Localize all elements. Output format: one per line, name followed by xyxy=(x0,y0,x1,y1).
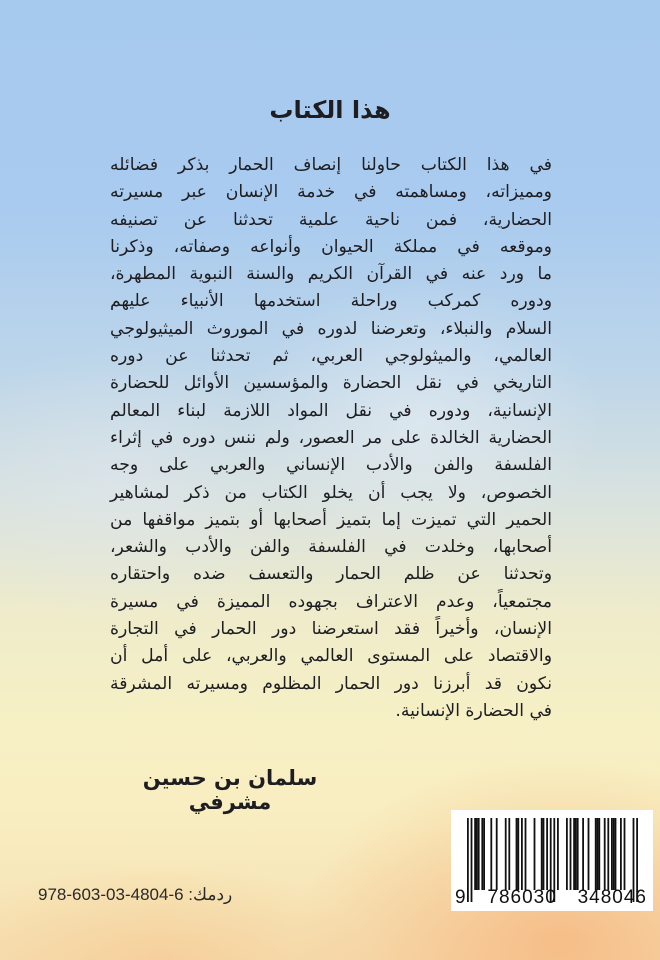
isbn-label: ردمك: xyxy=(188,885,233,904)
barcode-bar xyxy=(490,818,492,890)
barcode-bar xyxy=(541,818,543,890)
barcode-digits xyxy=(455,887,647,909)
description-line: في هذا الكتاب حاولنا إنصاف الحمار بذكر فضائله xyxy=(110,155,552,175)
barcode-bar xyxy=(615,818,617,890)
barcode-bar xyxy=(597,818,599,890)
isbn-number: 978-603-03-4804-6 xyxy=(38,885,184,904)
barcode-bar xyxy=(607,818,609,890)
barcode-bar xyxy=(613,818,615,890)
barcode-digit-group: 348046 xyxy=(577,887,647,908)
barcode-bar xyxy=(478,818,480,890)
book-description xyxy=(110,152,552,725)
barcode-bar xyxy=(611,818,613,890)
description-line: ودوره كمركب وراحلة استخدمها الأنبياء عليهم xyxy=(110,291,552,312)
description-line: الإنسان، وأخيراً فقد استعرضنا دور الحمار في التجارة xyxy=(110,619,552,640)
barcode-bar xyxy=(474,818,476,890)
barcode-bar xyxy=(582,818,584,890)
barcode-bar xyxy=(546,818,548,890)
description-line: ومميزاته، ومساهمته في خدمة الإنسان عبر مسيرته xyxy=(110,182,552,203)
description-line: الحضارية الخالدة على مر العصور، ولم ننس دوره في إثراء xyxy=(110,427,552,448)
description-line: الحمير التي تميزت إما بتميز أصحابها أو بتميز مواقفها من xyxy=(110,509,552,530)
description-line: التاريخي في نقل الحضارة والمؤسسين الأوائل للحضارة xyxy=(110,373,552,394)
barcode-bar xyxy=(624,818,626,890)
barcode-digit-group: 786030 xyxy=(487,887,557,908)
barcode-bar xyxy=(483,818,485,890)
barcode-bar xyxy=(598,818,600,890)
description-line: مجتمعياً، وعدم الاعتراف بجهوده المميزة في مسيرة xyxy=(110,591,552,612)
barcode-bar xyxy=(496,818,498,890)
description-line: نكون قد أبرزنا دور الحمار المظلوم ومسيرته المشرقة xyxy=(110,673,552,694)
barcode-digit-group: 9 xyxy=(455,887,467,908)
isbn-barcode xyxy=(451,810,653,911)
description-line: وتحدثنا عن ظلم الحمار والتعسف ضده واحتقاره xyxy=(110,564,552,585)
barcode-bar xyxy=(517,818,519,890)
barcode-bar xyxy=(566,818,568,890)
barcode-bar xyxy=(557,818,559,890)
description-line: والاقتصاد على المستوى العالمي والعربي، على أمل أن xyxy=(110,646,552,667)
barcode-bar xyxy=(481,818,483,890)
description-line: في الحضارة الإنسانية. xyxy=(395,700,552,721)
barcode-bar xyxy=(577,818,579,890)
isbn-text xyxy=(38,885,232,905)
barcode-bar xyxy=(604,818,606,890)
barcode-bar xyxy=(525,818,527,890)
description-line: الخصوص، ولا يجب أن يخلو الكتاب من ذكر لمشاهير xyxy=(110,482,552,503)
barcode-bar xyxy=(588,818,590,890)
description-line: الفلسفة والفن والأدب الإنساني والعربي على وجه xyxy=(110,455,552,476)
barcode-bar xyxy=(620,818,622,890)
barcode-bar xyxy=(508,818,510,890)
barcode-bar xyxy=(534,818,536,890)
barcode-bar xyxy=(575,818,577,890)
back-cover-heading: هذا الكتاب xyxy=(269,96,391,124)
description-line: ما ورد عنه في القرآن الكريم والسنة النبوية المطهرة، xyxy=(110,264,552,285)
description-line: وموقعه في مملكة الحيوان وأنواعه وصفاته، وذكرنا xyxy=(110,236,552,257)
barcode-bar xyxy=(521,818,523,890)
description-line: الإنسانية، ودوره في نقل المواد اللازمة لبناء المعالم xyxy=(110,400,552,421)
barcode-bar xyxy=(570,818,572,890)
description-line: السلام والنبلاء، وتعرضنا لدوره في الموروث الميثيولوجي xyxy=(110,318,552,339)
barcode-bar xyxy=(543,818,545,890)
author-name: سلمان بن حسين مشرفي xyxy=(142,766,318,814)
barcode-bar xyxy=(573,818,575,890)
barcode-bar xyxy=(595,818,597,890)
barcode-bar xyxy=(476,818,478,890)
description-line: العالمي، والميثولوجي العربي، ثم تحدثنا عن دوره xyxy=(110,346,552,367)
description-line: أصحابها، وخلدت في الفلسفة والفن والأدب والشعر، xyxy=(110,537,552,558)
barcode-bar xyxy=(516,818,518,890)
description-line: الحضارية، فمن ناحية علمية تحدثنا عن تصنيفه xyxy=(110,209,552,230)
barcode-bar xyxy=(505,818,507,890)
